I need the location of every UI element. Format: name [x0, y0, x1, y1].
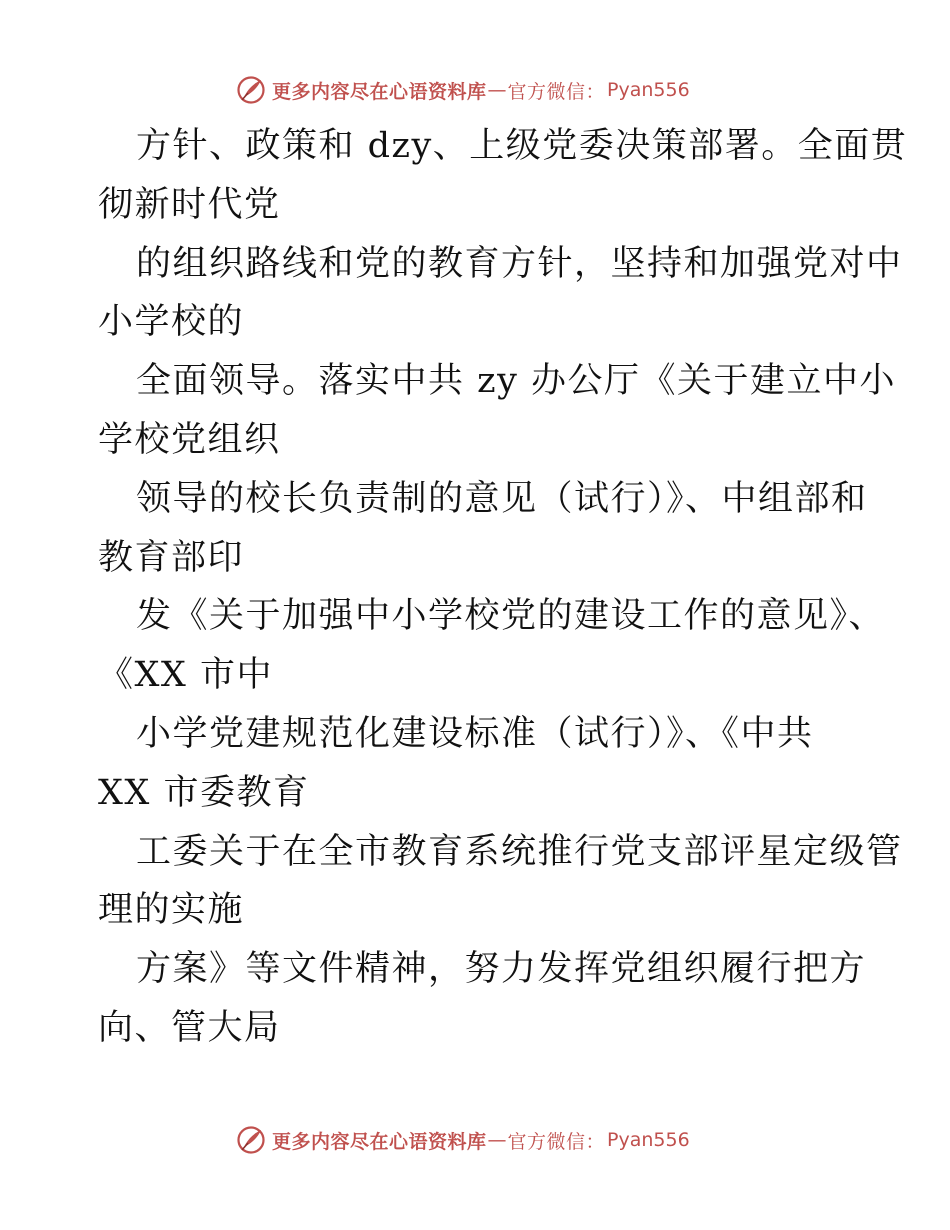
document-body	[98, 117, 908, 1058]
text-line: 小学校的	[98, 302, 245, 343]
text-line: 方针、政策和 dzy、上级党委决策部署。全面贯	[136, 126, 908, 166]
watermark-brand-text: 更多内容尽在心语资料库	[272, 1130, 487, 1153]
text-line: 的组织路线和党的教育方针，坚持和加强党对中	[136, 243, 903, 284]
watermark-dash: —	[487, 79, 507, 101]
text-line: 全面领导。落实中共 zy 办公厅《关于建立中小	[136, 361, 896, 402]
text-line: 发《关于加强中小学校党的建设工作的意见》、	[136, 596, 886, 637]
header-watermark	[236, 73, 690, 107]
text-line: 领导的校长负责制的意见（试行）》、中组部和	[136, 478, 868, 519]
text-line: 彻新时代党	[98, 184, 281, 225]
text-line: 小学党建规范化建设标准（试行）》、《中共	[136, 713, 814, 754]
text-line: 学校党组织	[98, 419, 281, 460]
text-line: 方案》等文件精神，努力发挥党组织履行把方	[136, 949, 867, 990]
text-line: XX 市委教育	[98, 772, 310, 813]
text-line: 《XX 市中	[98, 655, 273, 696]
text-line: 向、管大局	[98, 1007, 281, 1048]
text-line: 理的实施	[98, 890, 245, 931]
watermark-wechat-id: Pyan556	[607, 1129, 690, 1151]
text-line: 工委关于在全市教育系统推行党支部评星定级管	[136, 831, 903, 872]
watermark-brand-text: 更多内容尽在心语资料库	[272, 80, 487, 103]
watermark-wechat-label: 官方微信：	[507, 1130, 606, 1153]
watermark-dash: —	[487, 1129, 507, 1151]
feather-pen-icon	[236, 1125, 266, 1155]
text-line: 教育部印	[98, 537, 245, 578]
watermark-wechat-label: 官方微信：	[507, 80, 606, 103]
feather-pen-icon	[236, 75, 266, 105]
footer-watermark	[236, 1123, 690, 1157]
watermark-wechat-id: Pyan556	[607, 79, 690, 101]
